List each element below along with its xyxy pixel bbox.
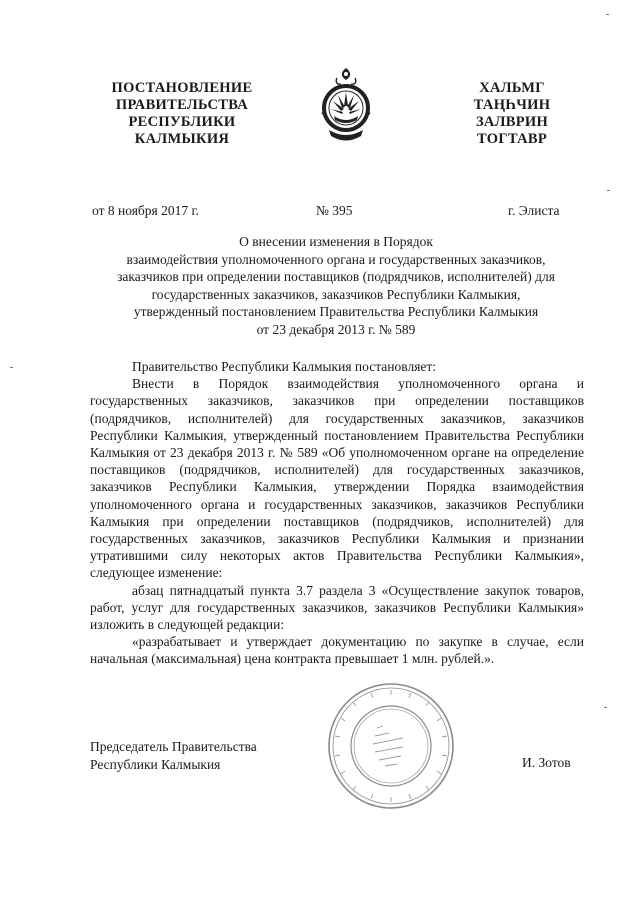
title-line: от 23 декабря 2013 г. № 589 — [256, 321, 416, 337]
title-line: государственных заказчиков, заказчиков Республики Калмыкия, — [151, 286, 521, 302]
header-right-line: ЗАЛВРИН — [475, 114, 549, 130]
decree-city: г. Элиста — [508, 203, 560, 218]
decree-date: от 8 ноября 2017 г. — [92, 203, 199, 218]
header-right-line: ХАЛЬМГ — [479, 80, 545, 96]
scan-speck — [10, 367, 13, 368]
header-left-line: ПРАВИТЕЛЬСТВА — [115, 97, 249, 113]
decree-number: № 395 — [316, 203, 353, 218]
header-right-line: ТАҢҺЧИН — [473, 97, 551, 113]
body-paragraph: Внести в Порядок взаимодействия уполномоченного органа и государственных заказчиков, заказчиков при определении поставщиков (подрядчиков, исполнителей) для государственных заказчиков, заказчиков Республики Калмыкия, утвержденный постановлением Правительства Республики Калмыкия от 23 декабря 2013 г. № 589 «Об уполномоченном органе на определение поставщиков (подрядчиков, исполнителей) для государственных заказчиков, заказчиков Республики Калмыкия, утверждении Порядка взаимодействия уполномоченного органа и государственных заказчиков, заказчиков Республики Калмыкия при определении поставщиков (подрядчиков, исполнителей) для государственных заказчиков, заказчиков Республики Калмыкия и признании утратившими силу некоторых актов Правительства Республики Калмыкия», следующее изменение: — [90, 376, 584, 581]
title-line: заказчиков при определении поставщиков (подрядчиков, исполнителей) для — [117, 269, 555, 284]
body-paragraph: Правительство Республики Калмыкия постановляет: — [132, 359, 437, 374]
header-right-line: ТОГТАВР — [476, 131, 548, 147]
scan-speck — [604, 707, 607, 708]
signature-name: И. Зотов — [522, 755, 571, 770]
official-round-stamp-icon — [325, 680, 457, 812]
header-left-line: КАЛМЫКИЯ — [134, 131, 230, 147]
signature-position-line: Республики Калмыкия — [90, 756, 221, 772]
header-left-line: ПОСТАНОВЛЕНИЕ — [111, 80, 253, 96]
header-left-line: РЕСПУБЛИКИ — [128, 114, 236, 130]
body-paragraph: «разрабатывает и утверждает документацию по закупке в случае, если начальная (максимальная) цена контракта превышает 1 млн. рублей.». — [90, 634, 584, 667]
decree-title — [80, 233, 592, 338]
title-line: взаимодействия уполномоченного органа и государственных заказчиков, — [126, 251, 546, 267]
title-line: О внесении изменения в Порядок — [239, 234, 433, 249]
decree-body — [90, 358, 584, 668]
coat-of-arms-emblem-icon — [319, 66, 373, 146]
signature-position-line: Председатель Правительства — [90, 739, 257, 754]
body-paragraph: абзац пятнадцатый пункта 3.7 раздела 3 «Осуществление закупок товаров, работ, услуг для государственных заказчиков, заказчиков Республики Калмыкия» изложить в следующей редакции: — [90, 582, 584, 633]
header-russian — [92, 80, 272, 148]
header-kalmyk — [452, 80, 572, 148]
signature-position — [90, 738, 257, 773]
scan-speck — [606, 14, 609, 15]
title-line: утвержденный постановлением Правительства Республики Калмыкия — [133, 304, 539, 319]
scan-speck — [607, 190, 610, 191]
